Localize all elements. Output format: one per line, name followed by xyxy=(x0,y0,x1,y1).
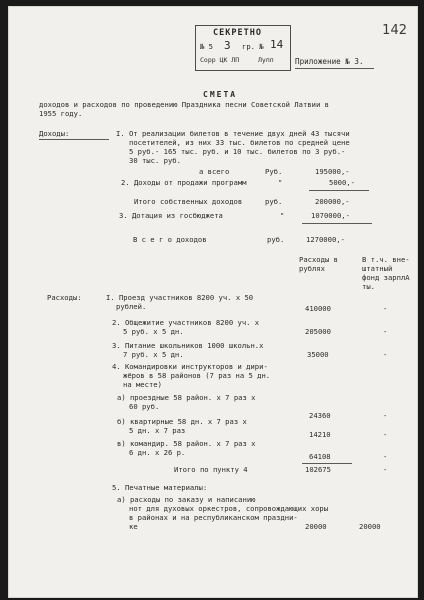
income-item3-ditto: " xyxy=(280,211,285,220)
expense-item4a-line1: а) проездные 58 район. х 7 раз х xyxy=(117,393,256,402)
doc-subtitle-line2: 1955 году. xyxy=(39,109,83,118)
stamp-line1: № 5 xyxy=(200,42,213,51)
expense-item4v-value: 64108 xyxy=(309,452,331,461)
expense-item2-line1: 2. Общежитие участников 8200 уч. х xyxy=(112,318,260,327)
column-rubles-header-line1: Расходы в xyxy=(299,255,338,264)
income-own-currency: руб. xyxy=(265,197,283,206)
income-item1-line4: 30 тыс. руб. xyxy=(129,156,181,165)
income-item1-line1: I. От реализации билетов в течение двух дней 43 тысячи xyxy=(116,129,350,138)
expense-item2-dash: - xyxy=(383,327,388,336)
expense-item3-line1: 3. Питание школьников 1000 школьн.х xyxy=(112,341,264,350)
expense-item4b-line2: 5 дн. х 7 раз xyxy=(129,426,186,435)
expense-item4b-value: 14210 xyxy=(309,430,331,439)
expense-item4-line1: 4. Командировки инструкторов и дири- xyxy=(112,362,268,371)
expense-subtotal-dash: - xyxy=(383,465,388,474)
income-item3-underline xyxy=(302,223,372,224)
income-grand-total-currency: руб. xyxy=(267,235,285,244)
expense-item4-line3: на месте) xyxy=(123,380,162,389)
income-item3-label: 3. Дотация из госбюджета xyxy=(119,211,223,220)
document-page xyxy=(8,6,418,598)
income-item1-line2: посетителей, из них 33 тыс. билетов по средней цене xyxy=(129,138,350,147)
expense-item4a-line2: 60 руб. xyxy=(129,402,160,411)
appendix-underline xyxy=(295,68,374,69)
stamp-line2: Сорр ЦК ЛП xyxy=(200,56,240,64)
income-item3-value: 1070000,- xyxy=(311,211,350,220)
income-item2-ditto: " xyxy=(278,178,283,187)
expense-item2-line2: 5 руб. х 5 дн. xyxy=(123,327,184,336)
page-number: 142 xyxy=(382,23,407,38)
income-grand-total-label: В с е г о доходов xyxy=(133,235,207,244)
expense-item4-line2: жёров в 58 районов (7 раз на 5 дн. xyxy=(123,371,271,380)
column-wage-fund-header-line4: ты. xyxy=(362,282,375,291)
doc-title: СМЕТА xyxy=(203,90,238,99)
income-item2-label: 2. Доходы от продажи программ xyxy=(121,178,247,187)
expense-item5-label: 5. Печатные материалы: xyxy=(112,483,208,492)
expense-item4a-value: 24360 xyxy=(309,411,331,420)
expense-item4b-line1: б) квартирные 58 дн. х 7 раз х xyxy=(117,417,247,426)
expense-subtotal-value: 102675 xyxy=(305,465,331,474)
income-total-value: 195000,- xyxy=(315,167,350,176)
expense-item3-dash: - xyxy=(383,350,388,359)
stamp-word: СЕКРЕТНО xyxy=(213,28,262,38)
secret-stamp xyxy=(195,25,291,71)
income-item2-value: 5000,- xyxy=(329,178,355,187)
income-own-label: Итого собственных доходов xyxy=(134,197,243,206)
expense-item2-value: 205000 xyxy=(305,327,331,336)
column-wage-fund-header-line2: штатный xyxy=(362,264,393,273)
income-item2-underline xyxy=(309,190,369,191)
expense-item4-underline xyxy=(302,463,352,464)
expense-item3-line2: 7 руб. х 5 дн. xyxy=(123,350,184,359)
income-total-label: а всего xyxy=(199,167,230,176)
expense-item4v-line2: 6 дн. х 26 р. xyxy=(129,448,186,457)
expense-item5a-line3: в районах и на республиканском праздни- xyxy=(129,513,298,522)
expense-item3-value: 35000 xyxy=(307,350,329,359)
expense-item5a-line1: а) расходы по заказу и написанию xyxy=(117,495,256,504)
stamp-signature: Лупп xyxy=(258,56,274,64)
expense-item5a-value-rubles: 20000 xyxy=(305,522,327,531)
expense-subtotal-label: Итого по пункту 4 xyxy=(174,465,248,474)
expense-item1-dash: - xyxy=(383,304,388,313)
income-label: Доходы: xyxy=(39,129,70,138)
income-own-value: 200000,- xyxy=(315,197,350,206)
stamp-number: 3 xyxy=(224,39,231,52)
expense-item5a-line4: ке xyxy=(129,522,138,531)
expense-item1-line2: рублей. xyxy=(116,302,147,311)
expense-item4v-dash: - xyxy=(383,452,388,461)
expense-item1-line1: I. Проезд участников 8200 уч. х 50 xyxy=(106,293,254,302)
income-item1-line3: 5 руб.- 165 тыс. руб. и 10 тыс. билетов по 3 руб.- xyxy=(129,147,346,156)
expense-item5a-value-wage-fund: 20000 xyxy=(359,522,381,531)
stamp-extra: 14 xyxy=(270,38,284,51)
column-rubles-header-line2: рублях xyxy=(299,264,325,273)
income-total-currency: Руб. xyxy=(265,167,283,176)
appendix-label: Приложение № 3. xyxy=(295,57,364,66)
column-wage-fund-header-line1: В т.ч. вне- xyxy=(362,255,410,264)
expense-item5a-line2: нот для духовых оркестров, сопровождающих хоры xyxy=(129,504,329,513)
doc-subtitle-line1: доходов и расходов по проведению Праздника песни Советской Латвии в xyxy=(39,100,329,109)
income-label-underline xyxy=(39,139,109,140)
income-grand-total-value: 1270000,- xyxy=(306,235,345,244)
expense-item4v-line1: в) командир. 58 район. х 7 раз х xyxy=(117,439,256,448)
stamp-mid: гр. № xyxy=(242,42,264,51)
expense-item4a-dash: - xyxy=(383,411,388,420)
expense-item4b-dash: - xyxy=(383,430,388,439)
expenses-label: Расходы: xyxy=(47,293,82,302)
column-wage-fund-header-line3: фонд зарплА xyxy=(362,273,410,282)
expense-item1-value: 410000 xyxy=(305,304,331,313)
